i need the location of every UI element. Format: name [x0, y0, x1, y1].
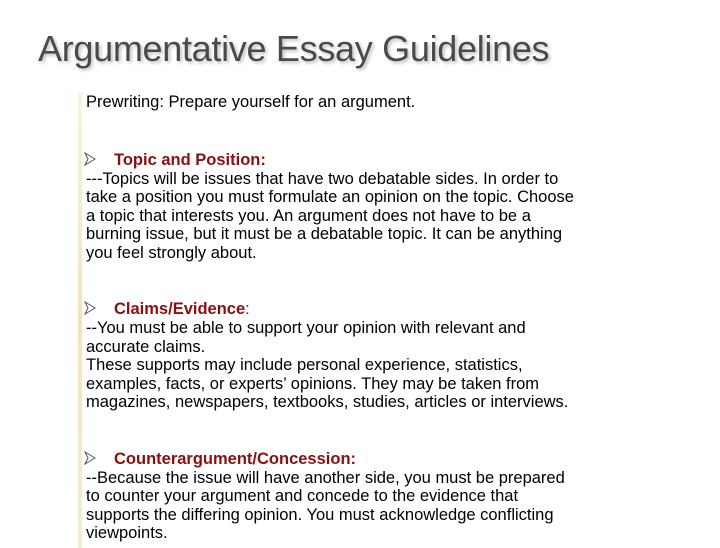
- arrow-bullet-icon: [83, 301, 97, 315]
- section-topic-position: [86, 151, 696, 263]
- intro-text: Prewriting: Prepare yourself for an argument.: [86, 93, 416, 111]
- section-body: --Because the issue will have another side, you must be prepared to counter your argument and concede to the evidence that supports the differing opinion. You must acknowledge conflicting viewpoints.: [86, 468, 565, 542]
- section-heading: Counterargument/Concession:: [114, 449, 357, 468]
- section-counterargument: [86, 450, 696, 543]
- section-heading: [114, 300, 250, 319]
- section-body: ---Topics will be issues that have two debatable sides. In order to take a position you must formulate an opinion on the topic. Choose a topic that interests you. An argument does not have to be a burning issue, but it must be a debatable topic. It can be anything you feel strongly about.: [86, 169, 574, 262]
- section-heading-suffix: :: [245, 300, 250, 318]
- section-claims-evidence: [86, 300, 696, 412]
- decorative-vertical-rule: [78, 92, 82, 548]
- arrow-bullet-icon: [83, 152, 97, 166]
- arrow-bullet-icon: [83, 451, 97, 465]
- section-body: --You must be able to support your opinion with relevant and accurate claims. These supports may include personal experience, statistics, examples, facts, or experts’ opinions. They may be taken from magazines, newspapers, textbooks, studies, articles or interviews.: [86, 319, 569, 411]
- slide-body: [86, 90, 696, 543]
- section-heading: Topic and Position:: [114, 150, 266, 169]
- section-heading-text: Claims/Evidence: [114, 300, 246, 318]
- slide-title: Argumentative Essay Guidelines: [38, 28, 550, 69]
